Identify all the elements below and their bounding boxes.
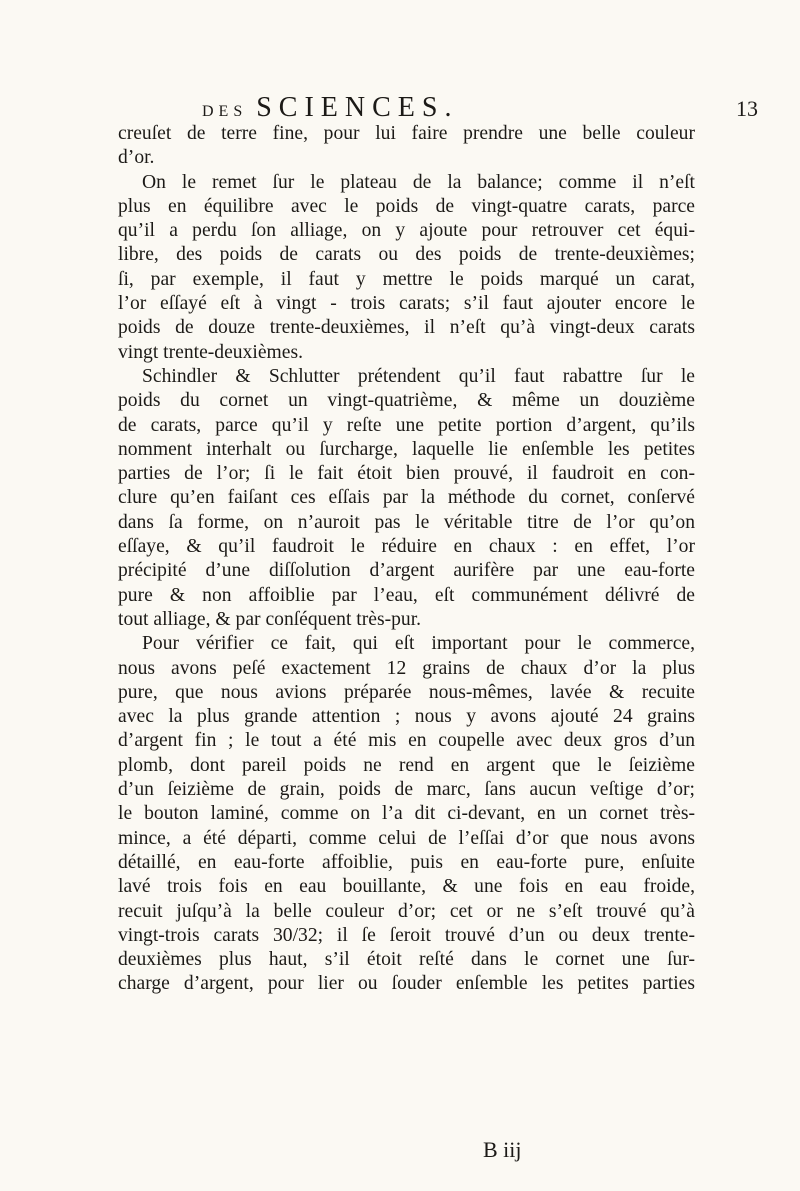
text-line: deuxièmes plus haut, s’il étoit reſté dans le cornet une ſur- (118, 949, 695, 971)
text-line: lavé trois fois en eau bouillante, & une fois en eau froide, (118, 876, 695, 898)
signature-mark: B iij (483, 1137, 522, 1162)
text-line: d’un ſeizième de grain, poids de marc, ſans aucun veſtige d’or; (118, 779, 695, 801)
text-line: d’argent fin ; le tout a été mis en coupelle avec deux gros d’un (118, 730, 695, 752)
text-line: parties de l’or; ſi le fait étoit bien prouvé, il faudroit en con- (118, 463, 695, 485)
page-number: 13 (736, 96, 758, 121)
text-line: recuit juſqu’à la belle couleur d’or; cet or ne s’eſt trouvé qu’à (118, 900, 695, 922)
running-head-main: SCIENCES. (256, 92, 459, 123)
text-line: poids du cornet un vingt-quatrième, & même un douzième (118, 390, 695, 412)
text-line: Pour vérifier ce fait, qui eſt important pour le commerce, (142, 633, 695, 655)
text-line: plus en équilibre avec le poids de vingt-quatre carats, parce (118, 195, 695, 217)
text-line: libre, des poids de carats ou des poids de trente-deuxièmes; (118, 244, 695, 266)
text-line: détaillé, en eau-forte affoiblie, puis en eau-forte pure, enſuite (118, 851, 695, 873)
text-line: plomb, dont pareil poids ne rend en argent que le ſeizième (118, 754, 695, 776)
text-line: nomment interhalt ou ſurcharge, laquelle lie enſemble les petites (118, 438, 695, 460)
text-line: On le remet ſur le plateau de la balance; comme il n’eſt (142, 171, 695, 193)
text-line: tout alliage, & par conſéquent très-pur. (118, 608, 422, 630)
text-line: eſſaye, & qu’il faudroit le réduire en chaux : en effet, l’or (118, 536, 695, 558)
text-line: précipité d’une diſſolution d’argent aurifère par une eau-forte (118, 560, 695, 582)
text-line: pure, que nous avions préparée nous-mêmes, lavée & recuite (118, 681, 695, 703)
text-line: l’or eſſayé eſt à vingt - trois carats; s’il faut ajouter encore le (118, 293, 695, 315)
text-line: vingt-trois carats 30/32; il ſe ſeroit trouvé d’un ou deux trente- (118, 924, 695, 946)
text-line: ſi, par exemple, il faut y mettre le poids marqué un carat, (118, 268, 695, 290)
running-head-prefix: DES (202, 103, 257, 120)
text-line: qu’il a perdu ſon alliage, on y ajoute pour retrouver cet équi- (118, 220, 695, 242)
body-text (118, 122, 695, 997)
text-line: avec la plus grande attention ; nous y avons ajouté 24 grains (118, 706, 695, 728)
text-line: clure qu’en faiſant ces eſſais par la méthode du cornet, conſervé (118, 487, 695, 509)
text-line: charge d’argent, pour lier ou ſouder enſemble les petites parties (118, 973, 695, 995)
text-line: nous avons peſé exactement 12 grains de chaux d’or la plus (118, 657, 695, 679)
text-line: dans ſa forme, on n’auroit pas le véritable titre de l’or qu’on (118, 511, 695, 533)
text-line: poids de douze trente-deuxièmes, il n’eſt qu’à vingt-deux carats (118, 317, 695, 339)
text-line: pure & non affoiblie par l’eau, eſt communément délivré de (118, 584, 695, 606)
text-line: Schindler & Schlutter prétendent qu’il faut rabattre ſur le (142, 365, 695, 387)
text-line: vingt trente-deuxièmes. (118, 341, 303, 363)
running-head (202, 92, 458, 124)
text-line: creuſet de terre fine, pour lui faire prendre une belle couleur (118, 123, 695, 144)
text-line: d’or. (118, 147, 155, 169)
text-line: de carats, parce qu’il y reſte une petite portion d’argent, qu’ils (118, 414, 695, 436)
text-line: mince, a été départi, comme celui de l’eſſai d’or que nous avons (118, 827, 695, 849)
text-line: le bouton laminé, comme on l’a dit ci-devant, en un cornet très- (118, 803, 695, 825)
